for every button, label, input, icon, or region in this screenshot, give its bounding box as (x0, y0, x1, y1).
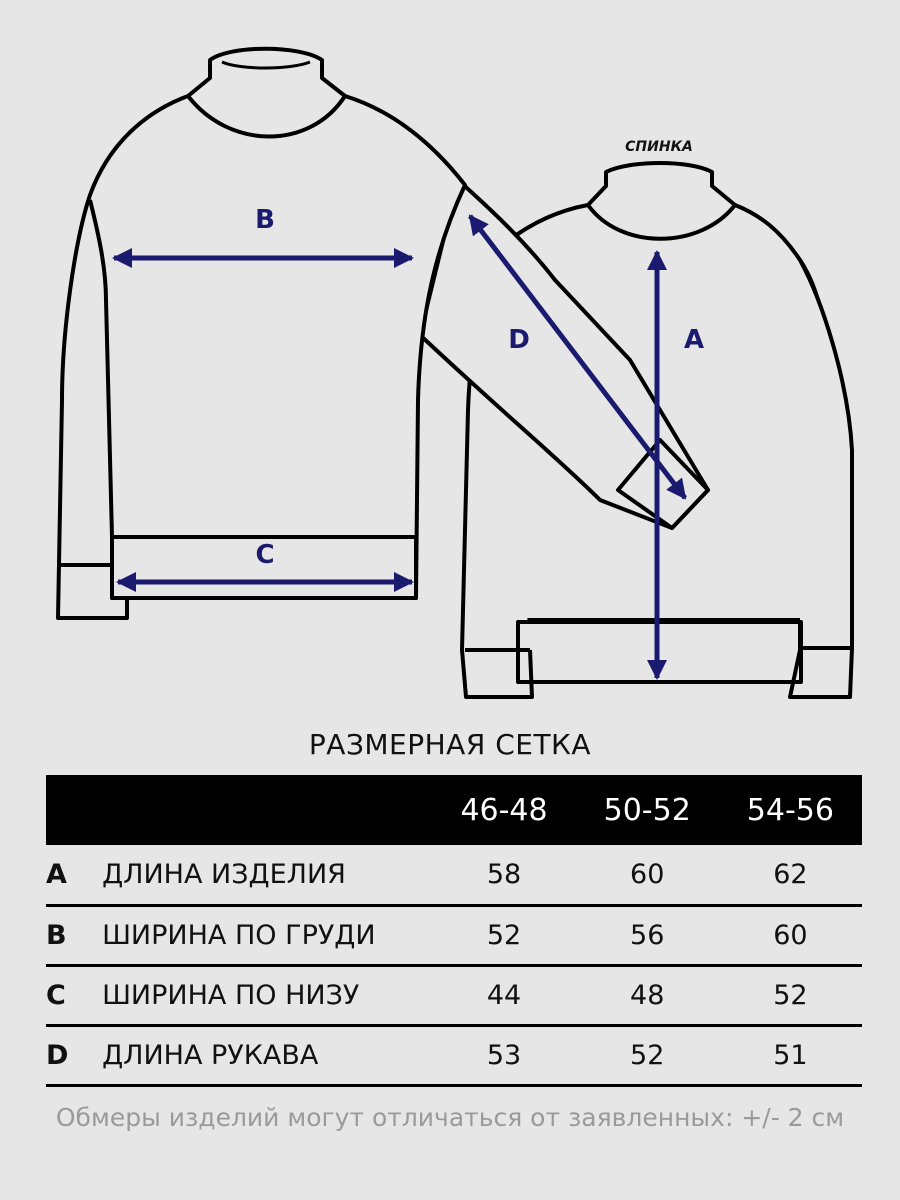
table-row (46, 1025, 862, 1085)
label-a: A (683, 325, 705, 355)
row-letter: B (46, 919, 67, 951)
label-d: D (508, 325, 530, 355)
row-letter: D (46, 1039, 69, 1071)
size-chart-table (46, 775, 862, 1087)
header-size-46-48: 46-48 (460, 792, 548, 828)
label-c: C (255, 540, 275, 570)
row-name: ДЛИНА РУКАВА (102, 1039, 319, 1071)
row-letter: C (46, 979, 66, 1011)
row-value: 48 (630, 979, 665, 1011)
label-b: B (255, 205, 275, 235)
header-size-50-52: 50-52 (603, 792, 691, 828)
row-letter: A (46, 858, 67, 890)
row-value: 52 (773, 979, 808, 1011)
row-value: 52 (486, 919, 522, 951)
row-value: 60 (630, 858, 665, 890)
measurement-disclaimer: Обмеры изделий могут отличаться от заявленных: +/- 2 см (55, 1103, 845, 1132)
row-value: 51 (773, 1039, 808, 1071)
header-size-54-56: 54-56 (746, 792, 834, 828)
row-value: 44 (486, 979, 522, 1011)
row-value: 58 (486, 858, 522, 890)
row-value: 56 (630, 919, 665, 951)
row-name: ШИРИНА ПО НИЗУ (102, 979, 360, 1011)
size-chart-title: РАЗМЕРНАЯ СЕТКА (308, 728, 592, 761)
row-name: ШИРИНА ПО ГРУДИ (102, 919, 376, 951)
header-name (102, 775, 432, 845)
row-name: ДЛИНА ИЗДЕЛИЯ (102, 858, 346, 890)
row-value: 60 (773, 919, 808, 951)
row-value: 53 (486, 1039, 522, 1071)
table-header-row (46, 775, 862, 845)
header-letter (46, 775, 102, 845)
table-row (46, 845, 862, 905)
table-row (46, 965, 862, 1025)
back-view-label: СПИНКА (625, 139, 693, 155)
row-value: 62 (773, 858, 808, 890)
row-value: 52 (630, 1039, 665, 1071)
table-row (46, 905, 862, 965)
